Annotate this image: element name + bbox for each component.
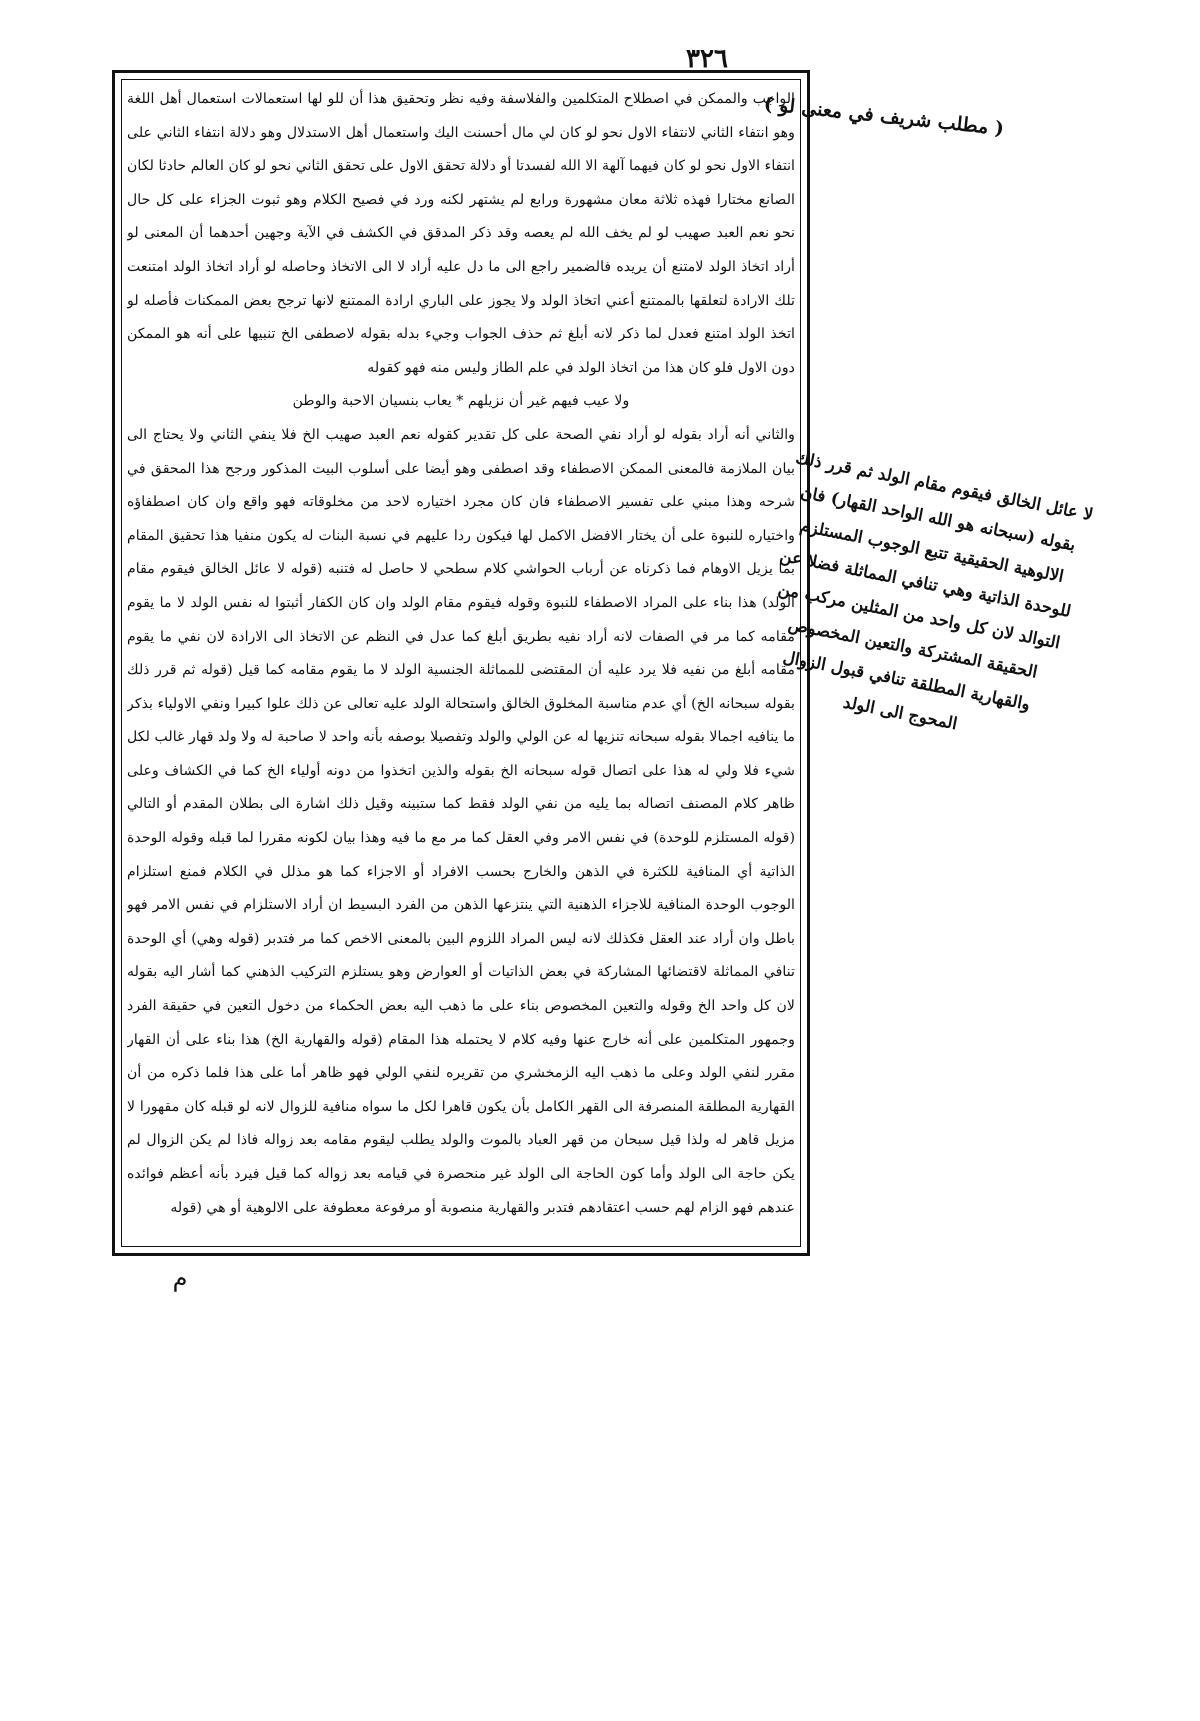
page-number: ٣٢٦ (686, 44, 728, 74)
paragraph-1: الواجب والممكن في اصطلاح المتكلمين والفلاسفة وفيه نظر وتحقيق هذا أن للو لها استعمالات استعمال أهل اللغة وهو انتفاء الثاني لانتفاء الاول نحو لو كان لي مال أحسنت اليك واستعمال أهل الاستدلال وهو دلالة انتفاء الثاني على انتفاء الاول نحو لو كان فيهما آلهة الا الله لفسدتا أو دلالة تحقق الاول على تحقق الثاني نحو لو كان العالم حادثا لكان الصانع مختارا فهذه ثلاثة معان مشهورة ورابع لم يشتهر لكنه ورد في فصيح الكلام وهو ثبوت الجزاء على كل حال نحو نعم العبد صهيب لو لم يخف الله لم يعصه وقد ذكر المدقق في الكشف في الآية وجهين أحدهما أن المعنى لو أراد اتخاذ الولد لامتنع أن يريده فالضمير راجع الى ما دل عليه أراد لا الى الاتخاذ وحاصله لو أراد اتخاذ الولد امتنعت تلك الارادة لتعلقها بالممتنع أعني اتخاذ الولد ولا يجوز على الباري ارادة الممتنع لانها ترجح بعض الممكنات فأصله لو اتخذ الولد امتنع فعدل لما ذكر لانه أبلغ ثم حذف الجواب وجيء بدله بقوله لاصطفى الخ تنبيها على أنه هو الممكن دون الاول فلو كان هذا من اتخاذ الولد في علم الطاز وليس منه فهو كقوله (127, 91, 795, 376)
poetry-verse: ولا عيب فيهم غير أن نزيلهم * يعاب بنسيان الاحبة والوطن (292, 393, 630, 410)
catchword: م (172, 1264, 188, 1292)
paragraph-2: والثاني أنه أراد بقوله لو أراد نفي الصحة على كل تقدير كقوله نعم العبد صهيب الخ فلا ينفي الثاني ولا يحتاج الى بيان الملازمة فالمعنى الممكن الاصطفاء وقد اصطفى وهو أيضا على أسلوب البيت المذكور ورجح هذا المحقق في شرحه وهذا مبني على تفسير الاصطفاء فان كان مجرد اختياره لاحد من مخلوقاته فهو واقع وان كان اصطفاؤه واختياره للنبوة على أن يختار الافضل الاكمل لها فيكون ردا عليهم في نسبة البنات له يكون منفيا هذا تحقيق المقام بما يزيل الاوهام فما ذكرناه عن أرباب الحواشي كلام سطحي لا حاصل له فتنبه (قوله لا عائل الخالق فيقوم مقام الولد) هذا بناء على المراد الاصطفاء للنبوة وقوله فيقوم مقام الولد وان كان الكفار أثبتوا له نفس الولد لا ما يقوم مقامه كما مر في الصفات لانه أراد نفيه بطريق أبلغ كما عدل في النظم عن الاتخاذ الى الارادة لان نفي ما يقوم مقامه أبلغ من نفيه فلا يرد عليه أن المقتضى للمماثلة الجنسية الولد لا ما يقوم مقامه كما قيل (قوله ثم قرر ذلك بقوله سبحانه الخ) أي عدم مناسبة المخلوق الخالق واستحالة الولد عليه تعالى عن ذلك علوا كبيرا ونفي الاولياء بذكر ما ينافيه اجمالا بقوله سبحانه تنزيها له عن الولي والولد وتفصيلا بوصفه بأنه واحد لا صاحبة له ولا ولد قهار غالب لكل شيء فلا ولي له هذا على اتصال قوله سبحانه الخ بقوله والذين اتخذوا من دونه أولياء الخ كما في الكشاف وعلى ظاهر كلام المصنف اتصاله بما يليه من نفي الولد فقط كما ستبينه وقيل ذلك اشارة الى بطلان المقدم أو التالي (قوله المستلزم للوحدة) في نفس الامر وفي العقل كما مر مع ما فيه وهذا بيان لكونه مقررا لما قبله وقوله الوحدة الذاتية أي المنافية للكثرة في الذهن والخارج بحسب الافراد أو الاجزاء كما هو مذلل في الكلام فمنع استلزام الوجوب الوحدة المنافية للاجزاء الذهنية التي ينتزعها الذهن من الفرد البسيط ان أراد الاستلزام في نفس الامر فهو باطل وان أراد عند العقل فكذلك لانه ليس المراد اللزوم البين بالمعنى الاخص كما مر فتدبر (قوله وهي) أي الوحدة تنافي المماثلة لاقتضائها المشاركة في بعض الذاتيات أو العوارض وهو يستلزم التركيب الذهني كما أشار اليه بقوله لان كل واحد الخ وقوله والتعين المخصوص بناء على ما ذهب اليه بعض الحكماء من دخول التعين في حقيقة الفرد وجمهور المتكلمين على أنه خارج عنها وفيه كلام لا يحتمله هذا المقام (قوله والقهارية الخ) هذا بناء على أن القهار مقرر لنفي الولد وعلى ما ذهب اليه الزمخشري من تقريره لنفي الولي فهو ظاهر أما على هذا فلما ذكره من أن القهارية المطلقة المنصرفة الى القهر الكامل بأن يكون قاهرا لكل ما سواه منافية للزوال لانه لو قبله كان مقهورا لا مزيل قاهر له ولذا قيل سبحان من قهر العباد بالموت والولد يطلب ليقوم مقامه بعد زواله فاذا لم يكن الزوال لم يكن حاجة الى الولد وأما كون الحاجة الى الولد غير منحصرة في قيامه بعد زواله كما قيل فيرد بأنه أعظم فوائده عندهم فهو الزام لهم حسب اعتقادهم فتدبر والقهارية منصوبة أو مرفوعة معطوفة على الالوهية أو هي (قوله (127, 426, 795, 1216)
margin-note-title: ( مطلب شريف في معنى لو ) (762, 92, 1005, 140)
text-frame (112, 70, 810, 1256)
main-text-block (127, 83, 795, 1243)
margin-note-commentary: لا عائل الخالق فيقوم مقام الولد ثم قرر ذلك بقوله (سبحانه هو الله الواحد القهار) فان الالوهية الحقيقية تتبع الوجوب المستلزم للوحدة الذاتية وهي تنافي المماثلة فضلا عن التوالد لان كل واحد من المثلين مركب من الحقيقة المشتركة والتعين المخصوص والقهارية المطلقة تنافي قبول الزوال المحوج الى الولد (776, 448, 1095, 734)
